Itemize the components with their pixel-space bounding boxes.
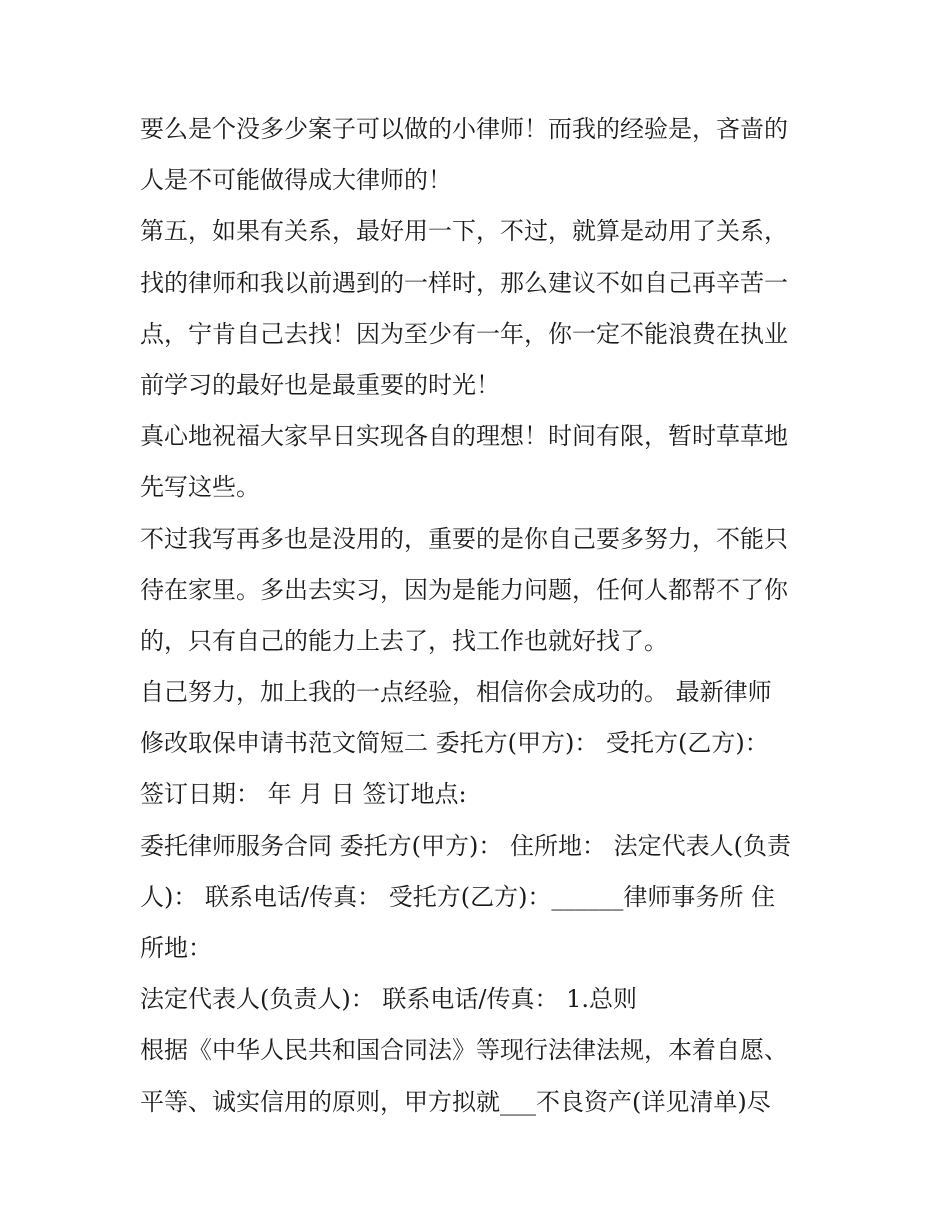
text-line: 所地： [140, 934, 212, 962]
text-line: 人是不可能做得成大律师的！ [140, 166, 452, 195]
text-line: 先写这些。 [140, 473, 260, 502]
text-line: 不过我写再多也是没用的，重要的是你自己要多努力，不能只 [140, 524, 788, 553]
text-line: 人)： 联系电话/传真： 受托方(乙方)：______律师事务所 住 [140, 882, 776, 911]
text-line: 签订日期： 年 月 日 签订地点: [140, 780, 467, 809]
text-line: 前学习的最好也是最重要的时光！ [140, 370, 500, 399]
text-line: 找的律师和我以前遇到的一样时，那么建议不如自己再辛苦一 [140, 268, 788, 297]
text-line: 的，只有自己的能力上去了，找工作也就好找了。 [140, 626, 668, 655]
text-line: 待在家里。多出去实习，因为是能力问题，任何人都帮不了你 [140, 575, 788, 604]
text-line: 真心地祝福大家早日实现各自的理想！时间有限，暂时草草地 [140, 422, 788, 451]
text-line: 根据《中华人民共和国合同法》等现行法律法规，本着自愿、 [140, 1036, 788, 1065]
text-line: 法定代表人(负责人)： 联系电话/传真： 1.总则 [140, 985, 637, 1014]
text-line: 第五，如果有关系，最好用一下，不过，就算是动用了关系， [140, 217, 788, 246]
text-line: 平等、诚实信用的原则，甲方拟就___不良资产(详见清单)尽 [140, 1087, 771, 1116]
text-line: 自己努力，加上我的一点经验，相信你会成功的。 最新律师 [140, 678, 772, 707]
text-line: 点，宁肯自己去找！因为至少有一年，你一定不能浪费在执业 [140, 319, 788, 348]
text-line: 委托律师服务合同 委托方(甲方)： 住所地： 法定代表人(负责 [140, 831, 791, 860]
document-body [140, 104, 820, 1128]
text-line: 要么是个没多少案子可以做的小律师！而我的经验是，吝啬的 [140, 115, 788, 143]
text-line: 修改取保申请书范文简短二 委托方(甲方)： 受托方(乙方)： [140, 729, 769, 758]
